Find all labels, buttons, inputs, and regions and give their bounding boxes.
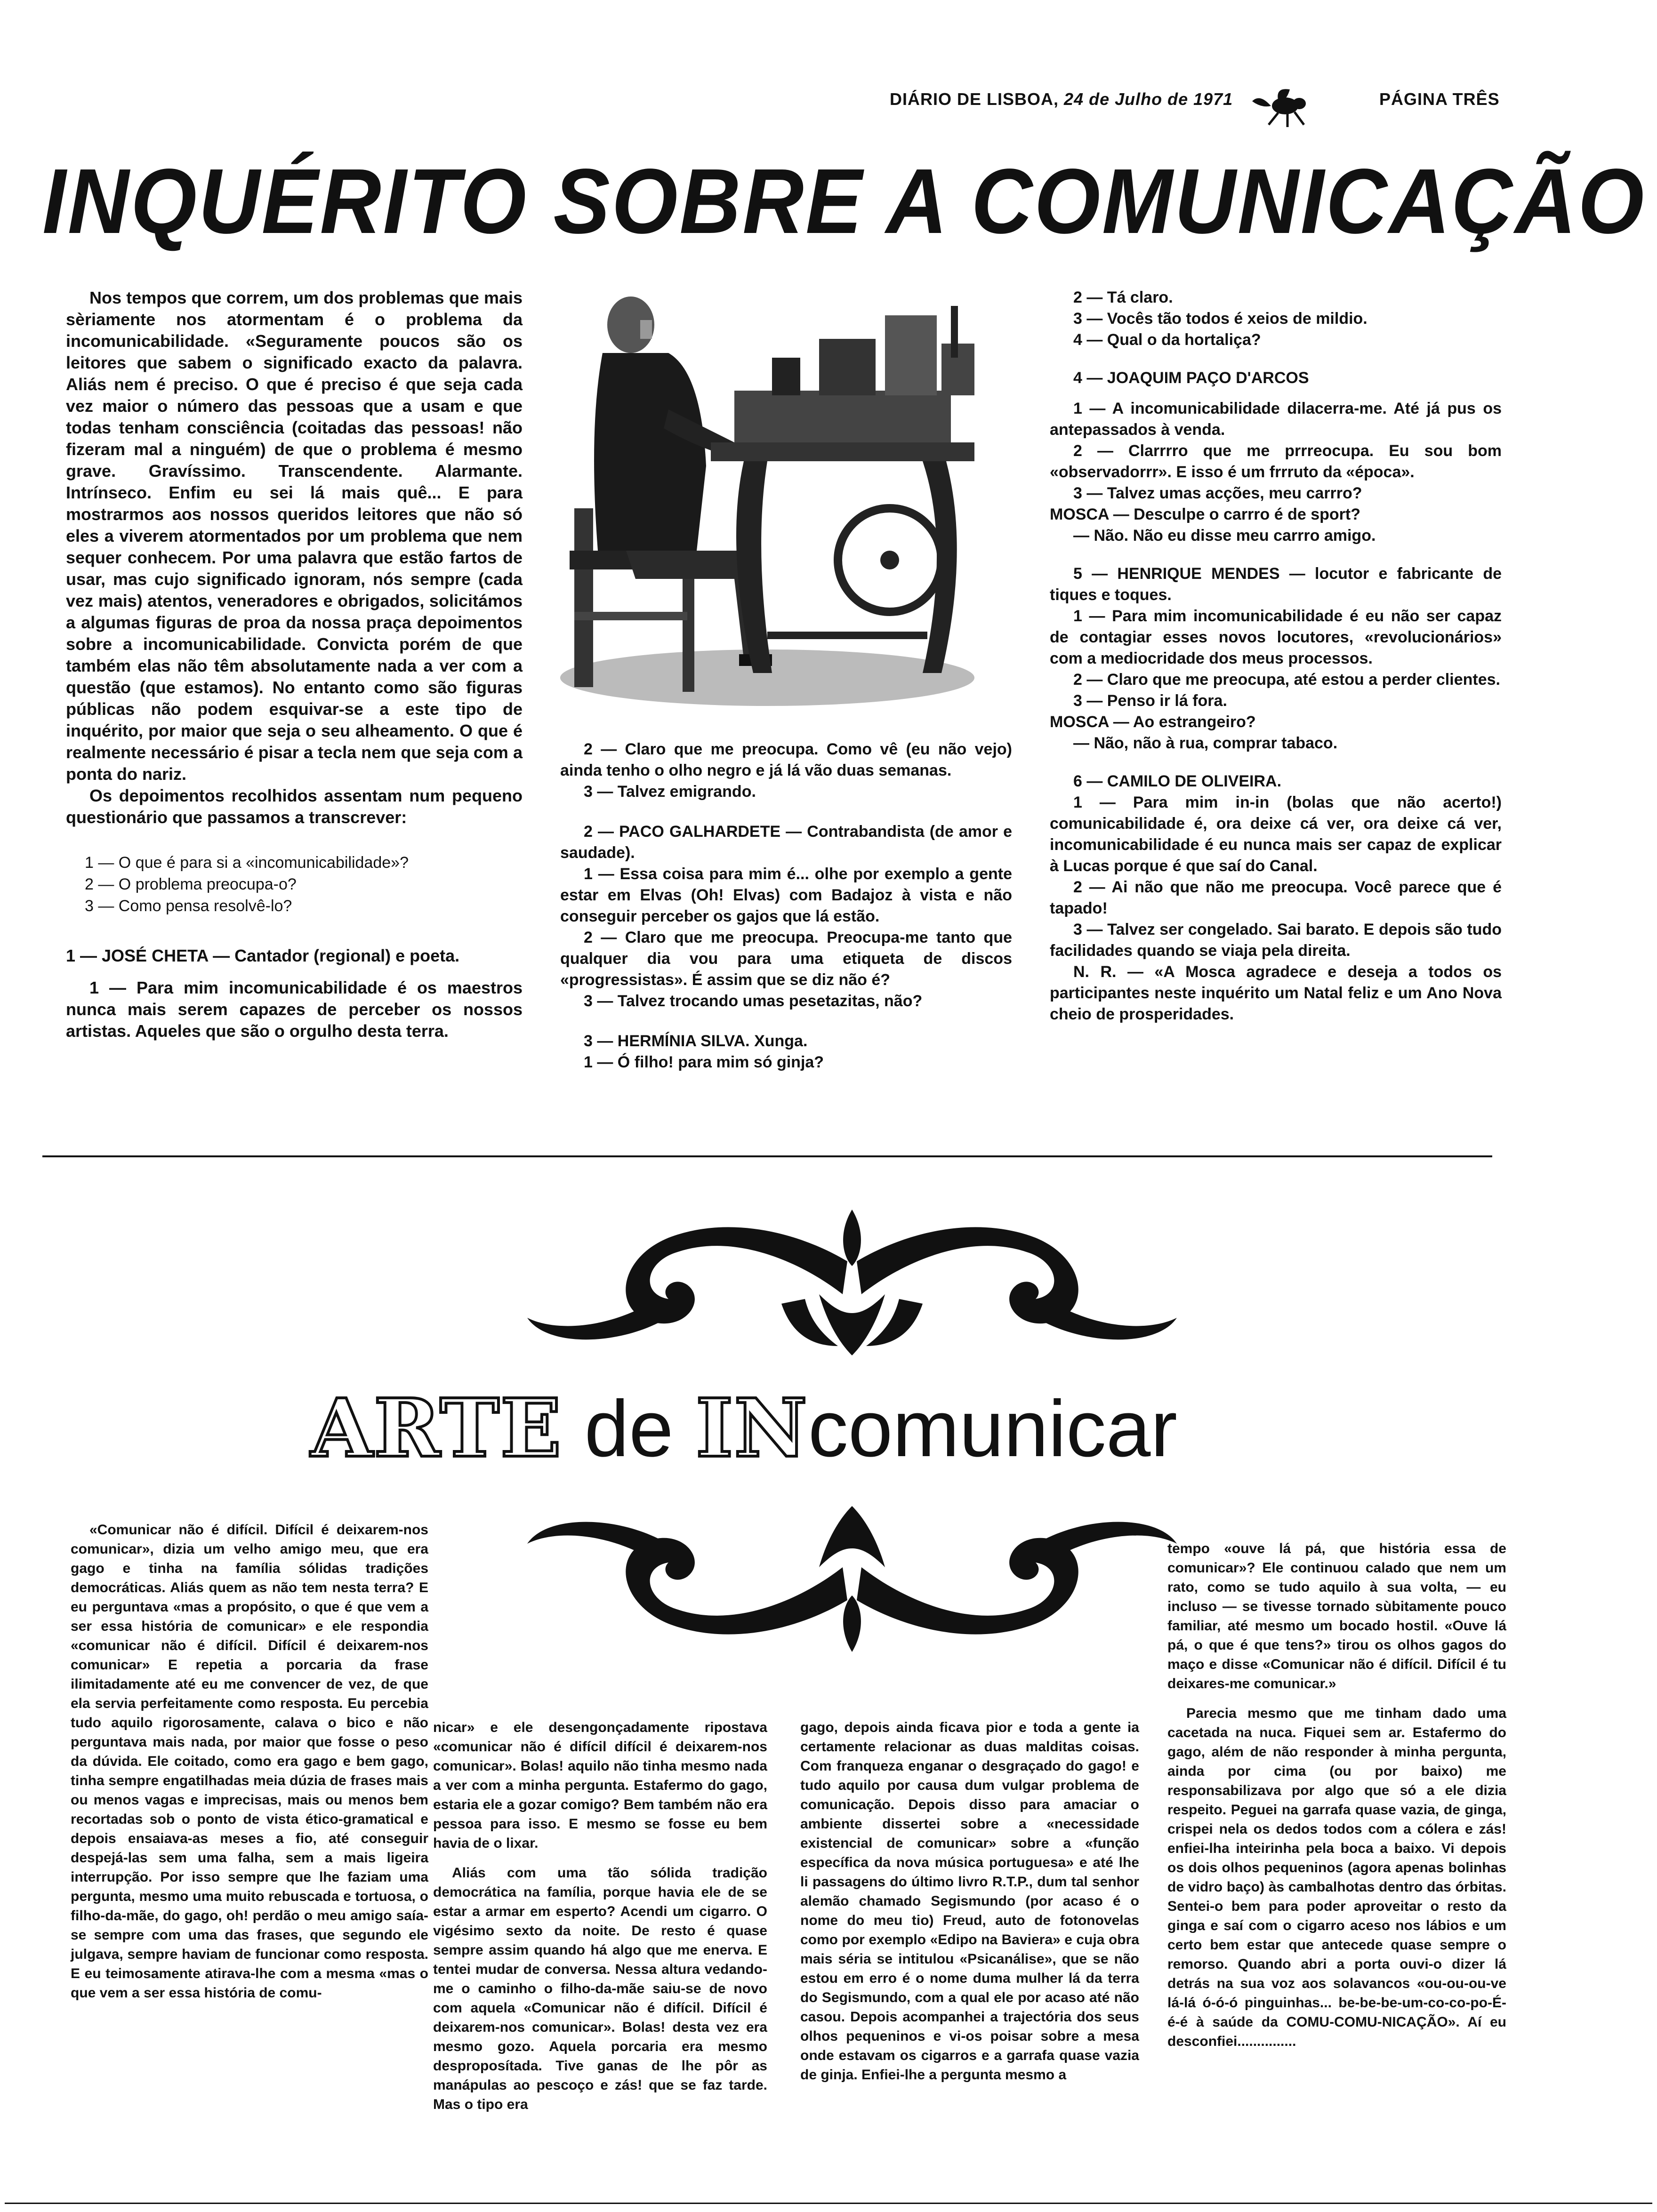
answer: 4 — Qual o da hortaliça? [1073, 331, 1261, 349]
interviewee-5: 5 — HENRIQUE MENDES — locutor e fabricante de tiques e toques. [1050, 565, 1502, 604]
article-title: INQUÉRITO SOBRE A COMUNICAÇÃO [42, 150, 1646, 253]
intro-paragraph-2: Os depoimentos recolhidos assentam num pequeno questionário que passamos a transcrever: [66, 786, 523, 827]
page-number: PÁGINA TRÊS [1379, 89, 1500, 109]
question-1: 1 — O que é para si a «incomunicabilidade»? [85, 854, 409, 872]
answer: 1 — A incomunicabilidade dilacerra-me. Até já pus os antepassados à venda. [1050, 400, 1502, 439]
interviewee-1: 1 — JOSÉ CHETA — Cantador (regional) e poeta. [66, 946, 460, 965]
title-arte: ARTE [311, 1381, 563, 1475]
answer: 2 — Claro que me preocupa. Preocupa-me tanto que qualquer dia vou para uma etiqueta de discos «progressistas». É assim que se diz não é? [560, 929, 1012, 989]
answer: 1 — Ó filho! para mim só ginja? [584, 1053, 824, 1071]
publication-date: 24 de Julho de 1971 [1064, 89, 1233, 109]
answer: 1 — Essa coisa para mim é... olhe por exemplo a gente estar em Elvas (Oh! Elvas) com Badajoz à vista e não conseguir perceber os gajos que lá estão. [560, 865, 1012, 925]
editor-note: N. R. — «A Mosca agradece e deseja a todos os participantes neste inquérito um Natal feliz e um Ano Nova cheio de prosperidades. [1050, 963, 1502, 1023]
newspaper-header [890, 89, 1233, 109]
interviewee-6: 6 — CAMILO DE OLIVEIRA. [1073, 772, 1282, 790]
interviewee-4: 4 — JOAQUIM PAÇO D'ARCOS [1073, 369, 1309, 387]
answer: 2 — Ai não que não me preocupa. Você parece que é tapado! [1050, 878, 1502, 917]
answer: 2 — Clarrrro que me prrreocupa. Eu sou bom «observadorrr». E isso é um frrruto da «época». [1050, 442, 1502, 481]
ornament-bottom-icon [518, 1506, 1186, 1657]
arte-column-4 [1167, 1539, 1506, 2051]
title-in: IN [695, 1381, 808, 1475]
answer: 3 — Vocês tão todos é xeios de mildio. [1073, 310, 1367, 328]
answer: 1 — Para mim incomunicabilidade é os maestros nunca mais serem capazes de perceber os nossos artistas. Aqueles que são o orgulho desta terra. [66, 978, 523, 1041]
arte-paragraph: Aliás com uma tão sólida tradição democrática na família, porque havia ele de se estar a armar em esperto? Acendi um cigarro. O vigésimo sexto da noite. De resto é quase sempre assim quando há algo que me enerva. E tentei mudar de conversa. Nessa altura vedando-me o caminho o filho-da-mãe saiu-se de novo com aquela «Comunicar não é difícil. Difícil é deixarem-nos comunicar». Bolas! desta vez era mesmo gozo. Aquela porcaria era mesmo desproposítada. Tive ganas de lhe pôr as manápulas ao pescoço e zás! que se faz tarde. Mas o tipo era [433, 1865, 767, 2112]
answer: 3 — Talvez trocando umas pesetazitas, não? [584, 992, 923, 1010]
arte-paragraph: nicar» e ele desengonçadamente ripostava «comunicar não é difícil difícil é deixarem-nos comunicar». Bolas! aquilo não tinha mesmo nada a ver com a minha pergunta. Estafermo do gago, estaria ele a gozar comigo? Bem também não era pessoa para isso. E mesmo se fosse eu bem havia de o lixar. [433, 1720, 767, 1851]
answer: — Não. Não eu disse meu carrro amigo. [1073, 527, 1376, 545]
answer: 2 — Claro que me preocupa. Como vê (eu não vejo) ainda tenho o olho negro e já lá vão duas semanas. [560, 740, 1012, 779]
arte-column-1 [71, 1520, 428, 2003]
arte-paragraph: tempo «ouve lá pá, que história essa de comunicar»? Ele continuou calado que nem um rato, como se tudo aquilo à sua volta, — eu incluso — se tivesse tornado sùbitamente pouco familiar, até mesmo um bocado hostil. «Ouve lá pá, o que é que tens?» tirou os olhos gagos do maço e disse «Comunicar não é difícil. Difícil é tu deixares-me comunicar.» [1167, 1541, 1506, 1691]
answer: MOSCA — Ao estrangeiro? [1050, 713, 1256, 731]
answer: 3 — Talvez umas acções, meu carrro? [1073, 484, 1362, 502]
ornament-top-icon [518, 1205, 1186, 1360]
fly-icon [1250, 85, 1320, 132]
answer: 3 — Penso ir lá fora. [1073, 692, 1227, 710]
answer: 2 — Claro que me preocupa, até estou a perder clientes. [1073, 671, 1500, 689]
answer: 1 — Para mim incomunicabilidade é eu não ser capaz de contagiar esses novos locutores, «revolucionários» com a mediocridade dos meus processos. [1050, 607, 1502, 667]
title-comunicar: comunicar [808, 1384, 1177, 1474]
column-2 [560, 739, 1012, 1073]
answer: 3 — Talvez emigrando. [584, 783, 756, 801]
title-de: de [562, 1384, 696, 1474]
answer: 3 — Talvez ser congelado. Sai barato. E depois são tudo facilidades quando se viaja pela direita. [1050, 921, 1502, 960]
section-divider [42, 1155, 1492, 1157]
intro-paragraph: Nos tempos que correm, um dos problemas que mais sèriamente nos atormentam é o problema da incomunicabilidade. «Seguramente poucos são os leitores que sabem o significado exacto da palavra. Aliás nem é preciso. O que é preciso é que seja cada vez maior o número das pessoas que a usam e que todas tenham consciência (coitadas das pessoas! não fizeram mal a ninguém) de que o problema é mesmo grave. Gravíssimo. Transcendente. Alarmante. Intrínseco. Enfim eu sei lá mais quê... E para mostrarmos aos nossos queridos leitores que não só eles a viverem atormentados por um problema que nem sequer conhecem. Por uma palavra que estão fartos de usar, mas cujo significado ignoram, nós sempre (cada vez mais) atentos, veneradores e obrigados, solicitámos a algumas figuras de proa da nossa praça depoimentos sobre a incomunicabilidade. Convicta porém de que também elas não têm absolutamente nada a ver com a questão (que estamos). No entanto como são figuras públicas não podem esquivar-se a este tipo de inquérito, por maior que seja o seu alheamento. O que é realmente necessário é pisar a tecla nem que seja com a ponta do nariz. [66, 288, 523, 784]
question-3: 3 — Como pensa resolvê-lo? [85, 897, 292, 915]
column-1 [66, 287, 523, 1042]
interviewee-3: 3 — HERMÍNIA SILVA. Xunga. [584, 1032, 808, 1050]
answer: MOSCA — Desculpe o carrro é de sport? [1050, 505, 1360, 523]
page-bottom-border [5, 2203, 1652, 2204]
interviewee-2: 2 — PACO GALHARDETE — Contrabandista (de amor e saudade). [560, 823, 1012, 862]
newspaper-name: DIÁRIO DE LISBOA, [890, 89, 1059, 109]
arte-column-3 [800, 1718, 1139, 2084]
arte-column-2 [433, 1718, 767, 2114]
answer: 2 — Tá claro. [1073, 289, 1173, 306]
question-2: 2 — O problema preocupa-o? [85, 875, 297, 893]
column-3 [1050, 287, 1502, 1025]
answer: 1 — Para mim in-in (bolas que não acerto!) comunicabilidade é, ora deixe cá ver, ora deixe cá ver, incomunicabilidade é eu nunca mais ser capaz de explicar à Lucas porque é que saí do Canal. [1050, 793, 1502, 875]
arte-paragraph: «Comunicar não é difícil. Difícil é deixarem-nos comunicar», dizia um velho amigo meu, que era gago e tinha na família sólidas tradições democráticas. Aliás quem as não tem nesta terra? E eu perguntava «mas a propósito, o que é que vem a ser essa história de comunicar» e ele respondia «comunicar não é difícil. Difícil é deixarem-nos comunicar» E repetia a porcaria da frase ilimitadamente até eu me convencer de vez, de que ela servia perfeitamente como resposta. Eu percebia tudo aquilo rigorosamente, calava o bico e não perguntava mais nada, por maior que fosse o peso da dúvida. Ele coitado, como era gago e bem gago, tinha sempre engatilhadas meia dúzia de frases mais ou menos vagas e imprecisas, mais ou menos bem recortadas sob o ponto de vista ético-gramatical e depois ensaiava-as meses a fio, até conseguir despejá-las sem uma falha, sem a mais ligeira interrupção. Por isso sempre que lhe faziam uma pergunta, mesmo uma muito rebuscada e tortuosa, o filho-da-mãe, do gago, oh! perdão o meu amigo saía-se sempre com uma das frases, que segundo ele julgava, sempre haviam de funcionar como resposta. E eu teimosamente atirava-lhe com a mesma «mas o que vem a ser essa história de comu- [71, 1522, 428, 2001]
arte-paragraph: Parecia mesmo que me tinham dado uma cacetada na nuca. Fiquei sem ar. Estafermo do gago, além de não responder à minha pergunta, ainda por cima (ou por baixo) me responsabilizava por algo que só a ele dizia respeito. Peguei na garrafa quase vazia, de ginga, crispei nela os dedos todos com a cólera e zás! enfiei-lha inteirinha pela boca a baixo. Vi depois os dois olhos pequeninos (agora apenas bolinhas de vidro baço) às cambalhotas dentro das órbitas. Sentei-o bem para poder aproveitar o resto da ginga e saí com o cigarro aceso nos lábios e um certo bem estar que antecede quase sempre o remorso. Quando abri a porta ouvi-o dizer lá detrás na sua voz aos solavancos «ou-ou-ou-ve lá-lá ó-ó-ó pinguinhas... be-be-be-um-co-co-po-É-é-é à saúde da COMU-COMU-NICAÇÃO». Aí eu desconfiei............... [1167, 1706, 1506, 2049]
section-title [311, 1381, 1177, 1475]
telegraph-operator-illustration [555, 287, 1007, 711]
answer: — Não, não à rua, comprar tabaco. [1073, 734, 1338, 752]
arte-paragraph: gago, depois ainda ficava pior e toda a gente ia certamente relacionar as duas malditas coisas. Com franqueza enganar o desgraçado do gago! e tudo aquilo por causa dum vulgar problema de comunicação. Depois disso para amaciar o ambiente dissertei sobre a «necessidade existencial de comunicar» sobre a «função específica da nova música portuguesa» e até lhe li passagens do último livro R.T.P., dum tal senhor alemão chamado Segismundo (por acaso é o nome do meu tio) Freud, auto de fotonovelas como por exemplo «Edipo na Baviera» e cuja obra mais séria se intitulou «Psicanálise», que se não estou em erro é o nome duma mulher lá da terra do Segismundo, com a qual ele por acaso até não casou. Depois acompanhei a trajectória dos seus olhos pequeninos e vi-os poisar sobre a mesa onde estavam os cigarros e a garrafa quase vazia de ginja. Enfiei-lhe a pergunta mesmo a [800, 1720, 1139, 2083]
